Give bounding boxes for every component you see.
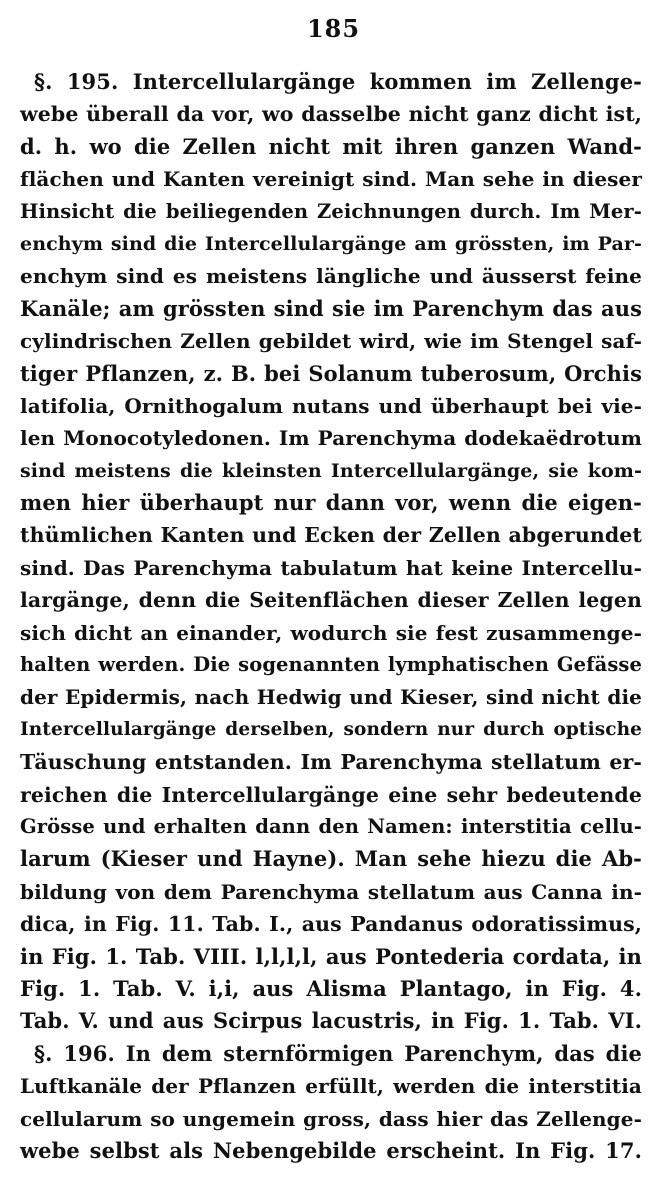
- text-line: larum (Kieser und Hayne). Man sehe hiezu die Ab-: [20, 846, 642, 872]
- text-line: enchym sind es meistens längliche und äusserst feine: [20, 264, 642, 289]
- text-line: reichen die Intercellulargänge eine sehr bedeutende: [20, 782, 642, 807]
- text-line: Intercellulargänge derselben, sondern nur durch optische: [20, 718, 642, 740]
- text-line: Täuschung entstanden. Im Parenchyma stellatum er-: [20, 750, 642, 775]
- text-line: cellularum so ungemein gross, dass hier das Zellenge-: [20, 1106, 642, 1131]
- text-line: §. 196. In dem sternförmigen Parenchym, das die: [34, 1040, 642, 1066]
- text-line: thümlichen Kanten und Ecken der Zellen abgerundet: [20, 523, 642, 548]
- text-line: Tab. V. und aus Scirpus lacustris, in Fig. 1. Tab. VI.: [20, 1008, 642, 1034]
- text-line: webe überall da vor, wo dasselbe nicht ganz dicht ist,: [20, 102, 642, 127]
- body-text: [20, 66, 642, 1167]
- text-line: sind. Das Parenchyma tabulatum hat keine Intercellu-: [20, 555, 642, 580]
- paragraph-section-196: [20, 1038, 642, 1168]
- text-line: cylindrischen Zellen gebildet wird, wie im Stengel saf-: [20, 329, 642, 354]
- text-line: tiger Pflanzen, z. B. bei Solanum tuberosum, Orchis: [20, 360, 642, 386]
- text-line: Luftkanäle der Pflanzen erfüllt, werden die interstitia: [20, 1074, 642, 1099]
- text-line: sich dicht an einander, wodurch sie fest zusammenge-: [20, 620, 642, 645]
- text-line: dica, in Fig. 11. Tab. I., aus Pandanus odoratissimus,: [20, 912, 642, 937]
- paragraph-section-195: [20, 66, 642, 1038]
- text-line: Kanäle; am grössten sind sie im Parenchym das aus: [20, 295, 642, 321]
- text-line: Grösse und erhalten dann den Namen: interstitia cellu-: [20, 814, 642, 838]
- text-line: d. h. wo die Zellen nicht mit ihren ganzen Wand-: [20, 133, 642, 159]
- text-line: sind meistens die kleinsten Intercellulargänge, sie kom-: [20, 459, 642, 482]
- text-line: len Monocotyledonen. Im Parenchyma dodekaëdrotum: [20, 426, 642, 451]
- text-line: §. 195. Intercellulargänge kommen im Zellenge-: [34, 69, 642, 94]
- text-line: latifolia, Ornithogalum nutans und überhaupt bei vie-: [20, 393, 642, 418]
- text-line: der Epidermis, nach Hedwig und Kieser, sind nicht die: [20, 685, 642, 710]
- text-line: Hinsicht die beiliegenden Zeichnungen durch. Im Mer-: [20, 199, 642, 223]
- text-line: flächen und Kanten vereinigt sind. Man sehe in dieser: [20, 167, 642, 192]
- text-line: webe selbst als Nebengebilde erscheint. In Fig. 17.: [20, 1137, 642, 1163]
- text-line: halten werden. Die sogenannten lymphatischen Gefässe: [20, 653, 642, 677]
- text-line: in Fig. 1. Tab. VIII. l,l,l,l, aus Pontederia cordata, in: [20, 943, 642, 969]
- text-line: men hier überhaupt nur dann vor, wenn die eigen-: [20, 490, 642, 516]
- text-line: bildung von dem Parenchyma stellatum aus Canna in-: [20, 879, 642, 904]
- text-line: largänge, denn die Seitenflächen dieser Zellen legen: [20, 588, 642, 613]
- page-number: 185: [306, 14, 361, 43]
- text-line: Fig. 1. Tab. V. i,i, aus Alisma Plantago, in Fig. 4.: [20, 975, 642, 1001]
- text-line: enchym sind die Intercellulargänge am grössten, im Par-: [20, 232, 642, 255]
